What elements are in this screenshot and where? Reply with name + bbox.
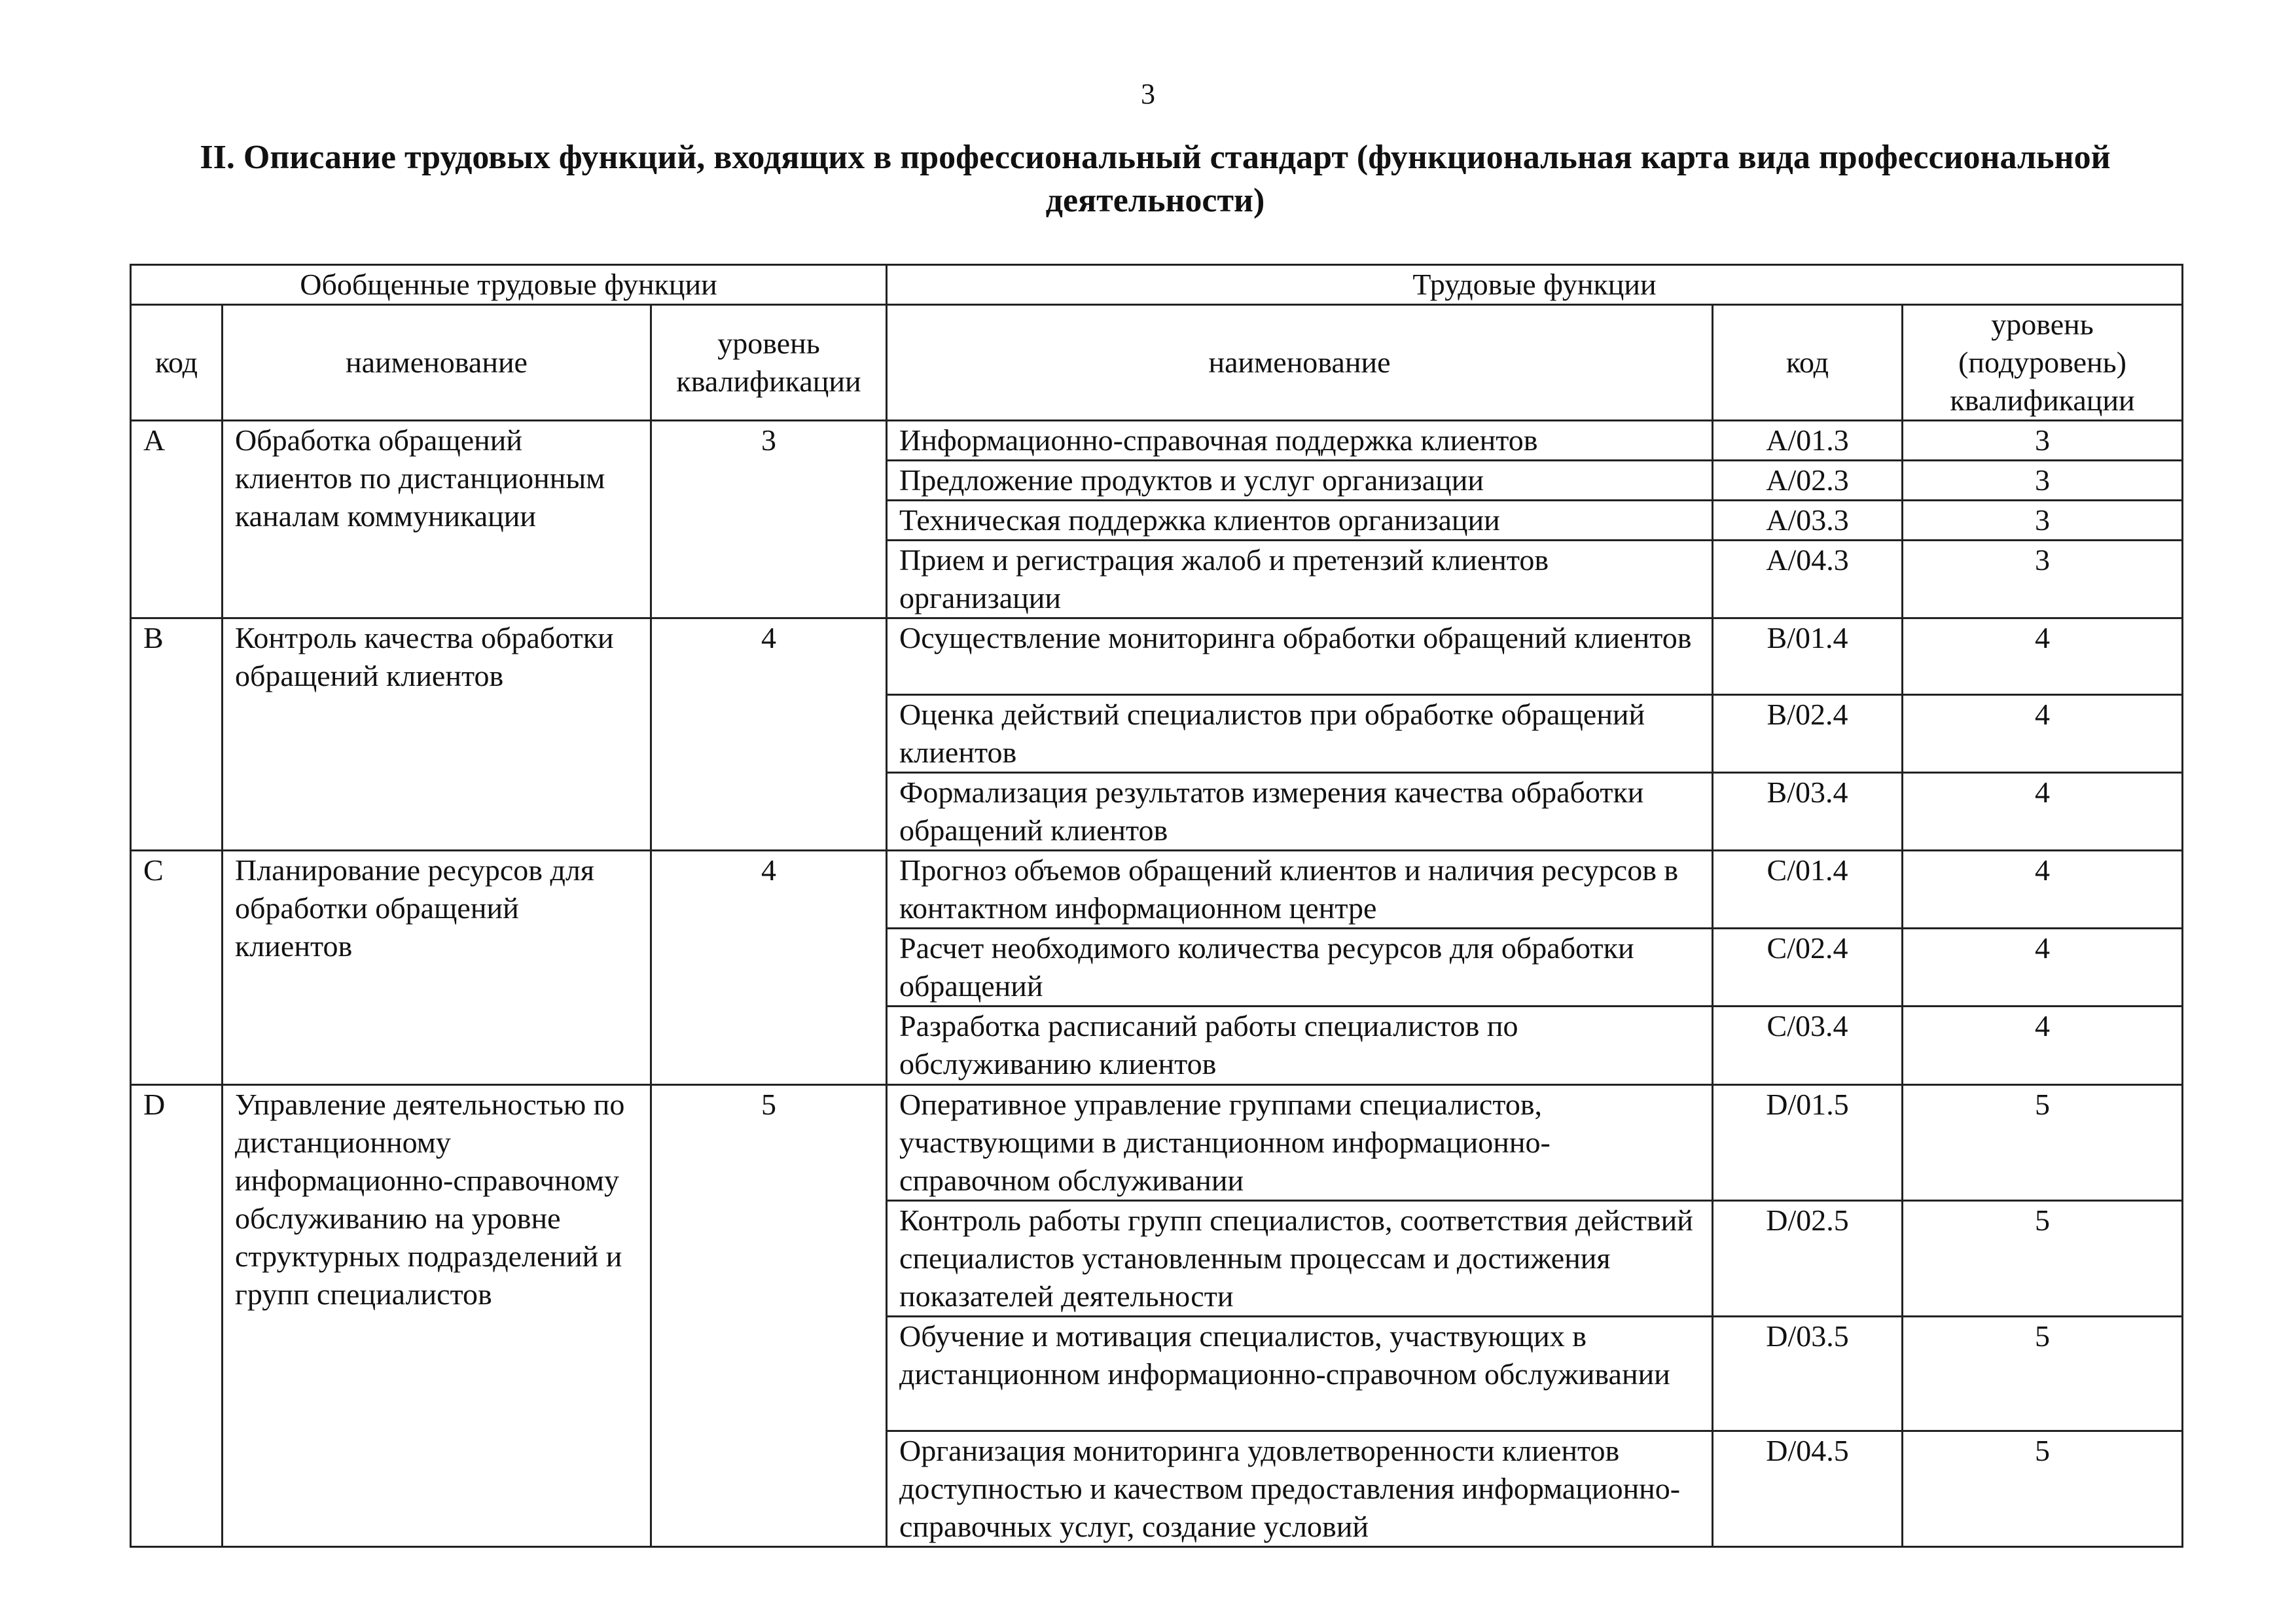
function-code: A/03.3 xyxy=(1713,501,1903,541)
group-code: C xyxy=(131,851,223,1085)
col-header-code: код xyxy=(131,305,223,421)
function-code: D/03.5 xyxy=(1713,1317,1903,1431)
generalized-functions-header: Обобщенные трудовые функции xyxy=(131,265,887,305)
function-code: A/02.3 xyxy=(1713,461,1903,501)
function-name: Оценка действий специалистов при обработке обращений клиентов xyxy=(887,694,1713,772)
function-code: D/04.5 xyxy=(1713,1431,1903,1546)
table-row xyxy=(131,421,2183,461)
function-level: 5 xyxy=(1903,1317,2183,1431)
col-header-level: уровень квалификации xyxy=(651,305,887,421)
labor-functions-header: Трудовые функции xyxy=(887,265,2183,305)
function-level: 4 xyxy=(1903,772,2183,850)
function-name: Прием и регистрация жалоб и претензий клиентов организации xyxy=(887,541,1713,618)
function-code: D/01.5 xyxy=(1713,1084,1903,1200)
function-name: Организация мониторинга удовлетворенности клиентов доступностью и качеством предоставления информационно-справочных услуг, создание условий xyxy=(887,1431,1713,1546)
group-name: Планирование ресурсов для обработки обращений клиентов xyxy=(223,851,651,1085)
group-code: A xyxy=(131,421,223,618)
function-name: Расчет необходимого количества ресурсов для обработки обращений xyxy=(887,929,1713,1007)
function-name: Информационно-справочная поддержка клиентов xyxy=(887,421,1713,461)
functional-map-table xyxy=(130,264,2183,1548)
col-header-function-level: уровень (подуровень) квалификации xyxy=(1903,305,2183,421)
function-level: 4 xyxy=(1903,929,2183,1007)
function-level: 4 xyxy=(1903,694,2183,772)
function-name: Формализация результатов измерения качества обработки обращений клиентов xyxy=(887,772,1713,850)
function-name: Обучение и мотивация специалистов, участвующих в дистанционном информационно-справочном обслуживании xyxy=(887,1317,1713,1431)
col-header-function-code: код xyxy=(1713,305,1903,421)
group-level: 5 xyxy=(651,1084,887,1546)
function-name: Контроль работы групп специалистов, соответствия действий специалистов установленным процессам и достижения показателей деятельности xyxy=(887,1200,1713,1316)
function-level: 5 xyxy=(1903,1084,2183,1200)
group-name: Контроль качества обработки обращений клиентов xyxy=(223,618,651,851)
function-name: Прогноз объемов обращений клиентов и наличия ресурсов в контактном информационном центре xyxy=(887,851,1713,929)
function-code: C/02.4 xyxy=(1713,929,1903,1007)
table-row xyxy=(131,851,2183,929)
function-code: D/02.5 xyxy=(1713,1200,1903,1316)
function-level: 3 xyxy=(1903,461,2183,501)
function-level: 4 xyxy=(1903,851,2183,929)
group-level: 3 xyxy=(651,421,887,618)
function-code: C/03.4 xyxy=(1713,1007,1903,1084)
function-name: Техническая поддержка клиентов организации xyxy=(887,501,1713,541)
function-code: B/02.4 xyxy=(1713,694,1903,772)
function-code: A/01.3 xyxy=(1713,421,1903,461)
page-number: 3 xyxy=(1141,78,1155,110)
function-level: 4 xyxy=(1903,1007,2183,1084)
function-name: Разработка расписаний работы специалистов по обслуживанию клиентов xyxy=(887,1007,1713,1084)
group-name: Обработка обращений клиентов по дистанционным каналам коммуникации xyxy=(223,421,651,618)
function-code: C/01.4 xyxy=(1713,851,1903,929)
group-level: 4 xyxy=(651,618,887,851)
function-name: Осуществление мониторинга обработки обращений клиентов xyxy=(887,618,1713,694)
table-row xyxy=(131,1084,2183,1200)
group-code: D xyxy=(131,1084,223,1546)
function-code: B/03.4 xyxy=(1713,772,1903,850)
group-code: B xyxy=(131,618,223,851)
group-name: Управление деятельностью по дистанционному информационно-справочному обслуживанию на уровне структурных подразделений и групп специалистов xyxy=(223,1084,651,1546)
function-level: 4 xyxy=(1903,618,2183,694)
col-header-name: наименование xyxy=(223,305,651,421)
function-level: 5 xyxy=(1903,1200,2183,1316)
function-code: B/01.4 xyxy=(1713,618,1903,694)
function-level: 3 xyxy=(1903,421,2183,461)
function-level: 5 xyxy=(1903,1431,2183,1546)
function-code: A/04.3 xyxy=(1713,541,1903,618)
function-name: Предложение продуктов и услуг организации xyxy=(887,461,1713,501)
group-level: 4 xyxy=(651,851,887,1085)
function-level: 3 xyxy=(1903,541,2183,618)
col-header-function-name: наименование xyxy=(887,305,1713,421)
function-level: 3 xyxy=(1903,501,2183,541)
function-name: Оперативное управление группами специалистов, участвующими в дистанционном информационно-справочном обслуживании xyxy=(887,1084,1713,1200)
section-title: II. Описание трудовых функций, входящих в профессиональный стандарт (функциональная карта вида профессиональной деятельности) xyxy=(200,139,2111,219)
table-row xyxy=(131,618,2183,694)
